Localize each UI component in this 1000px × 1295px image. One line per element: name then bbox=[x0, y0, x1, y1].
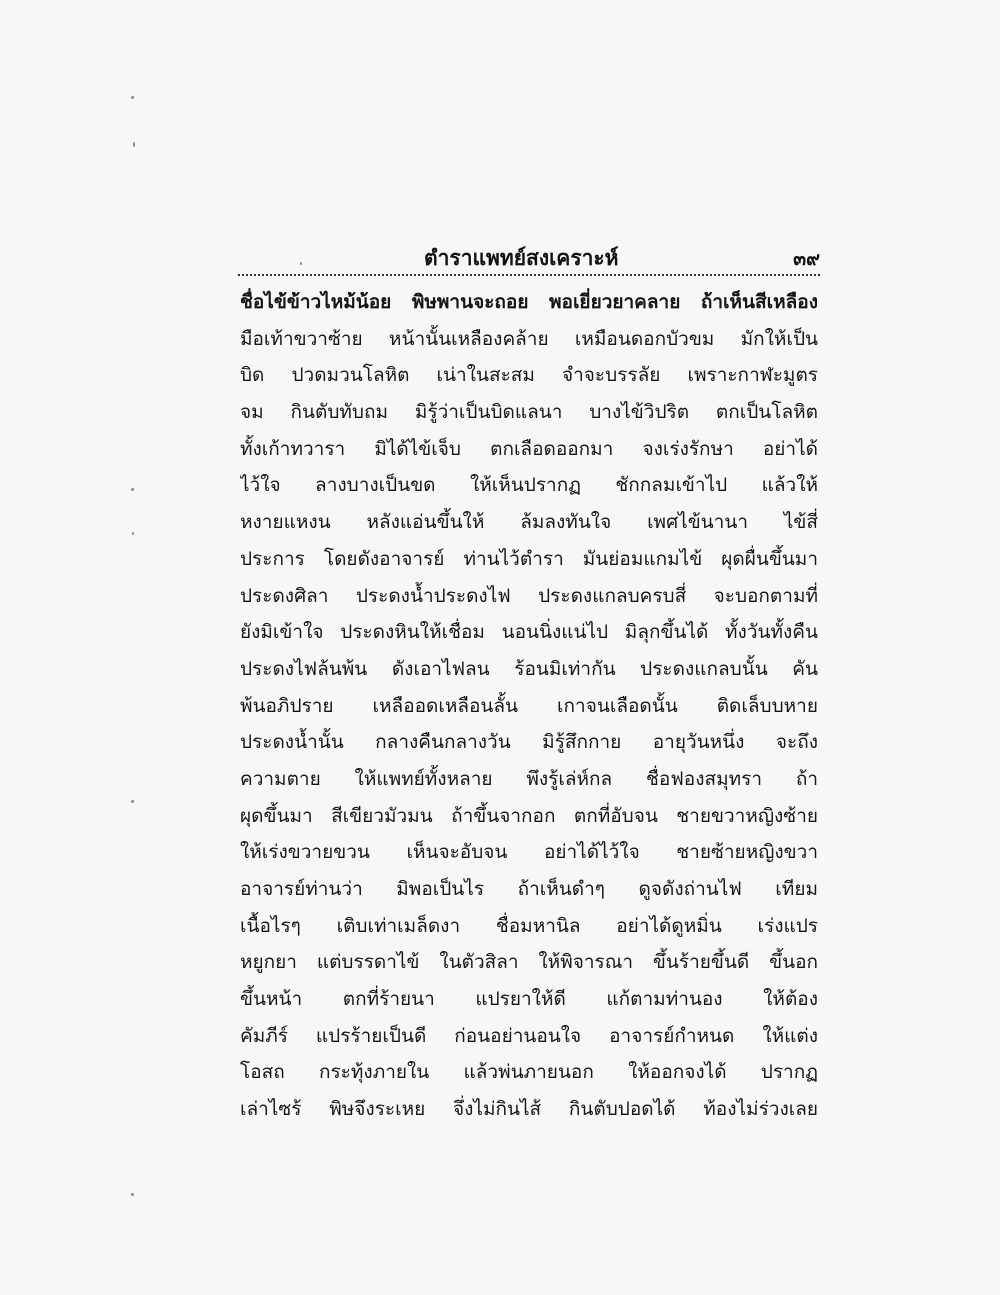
text-line: ประดงศิลา ประดงน้ำประดงไฟ ประดงแกลบครบสี่ จะบอกตามที่ bbox=[240, 584, 818, 607]
text-line: คัมภีร์ แปรร้ายเป็นดี ก่อนอย่านอนใจ อาจารย์กำหนด ให้แต่ง bbox=[240, 1024, 818, 1047]
scan-speck bbox=[131, 488, 134, 491]
text-line: อาจารย์ท่านว่า มิพอเป็นไร ถ้าเห็นดำๆ ดูจดังถ่านไฟ เทียม bbox=[240, 878, 818, 900]
scan-speck bbox=[131, 96, 134, 99]
text-line: ทั้งเก้าทวารา มิได้ไข้เจ็บ ตกเลือดออกมา จงเร่งรักษา อย่าได้ bbox=[240, 437, 818, 460]
scan-speck bbox=[131, 1193, 134, 1196]
text-line: ประดงน้ำนั้น กลางคืนกลางวัน มิรู้สึกกาย อายุวันหนึ่ง จะถึง bbox=[240, 731, 818, 754]
header-title: ตำราแพทย์สงเคราะห์ bbox=[424, 245, 619, 270]
text-line: หยูกยา แต่บรรดาไข้ ในตัวสิลา ให้พิจารณา ขึ้นร้ายขึ้นดี ขึ้นอก bbox=[240, 951, 818, 974]
text-line: ผุดขึ้นมา สีเขียวมัวมน ถ้าขึ้นจากอก ตกที่อับจน ชายขวาหญิงซ้าย bbox=[240, 804, 818, 827]
text-line: ประการ โดยดังอาจารย์ ท่านไว้ตำรา มันย่อมแกมไข้ ผุดผื่นขึ้นมา bbox=[240, 547, 818, 570]
header-divider bbox=[238, 274, 820, 276]
text-line: หงายแหงน หลังแอ่นขึ้นให้ ล้มลงทันใจ เพศไข้นานา ไข้สี่ bbox=[240, 511, 818, 534]
text-line: จม กินตับทับถม มิรู้ว่าเป็นบิดแลนา บางไข้วิปริต ตกเป็นโลหิต bbox=[240, 401, 818, 424]
scan-speck bbox=[131, 800, 134, 803]
text-line: เนื้อไรๆ เติบเท่าเมล็ดงา ชื่อมหานิล อย่าได้ดูหมิ่น เร่งแปร bbox=[240, 914, 818, 937]
text-line: โอสถ กระทุ้งภายใน แล้วพ่นภายนอก ให้ออกจงได้ ปรากฏ bbox=[240, 1061, 818, 1084]
scan-speck bbox=[300, 262, 302, 265]
poem-body bbox=[240, 284, 818, 1128]
text-line: ให้เร่งขวายขวน เห็นจะอับจน อย่าได้ไว้ใจ ชายซ้ายหญิงขวา bbox=[240, 841, 818, 864]
page-number: ๓๙ bbox=[793, 248, 820, 270]
text-line: ประดงไฟล้นพ้น ดังเอาไฟลน ร้อนมิเท่ากัน ประดงแกลบนั้น คัน bbox=[240, 657, 818, 680]
text-line: ยังมิเข้าใจ ประดงหินให้เชื่อม นอนนิ่งแน่ไป มิลุกขึ้นได้ ทั้งวันทั้งคืน bbox=[240, 621, 818, 644]
text-line: เล่าไซร้ พิษจึงระเหย จึ่งไม่กินไส้ กินตับปอดได้ ท้องไม่ร่วงเลย bbox=[240, 1098, 818, 1121]
text-line: บิด ปวดมวนโลหิต เน่าในสะสม จำจะบรรลัย เพราะกาฬะมูตร bbox=[240, 364, 818, 387]
text-line: ไว้ใจ ลางบางเป็นขด ให้เห็นปรากฏ ชักกลมเข้าไป แล้วให้ bbox=[240, 474, 818, 497]
text-line: ความตาย ให้แพทย์ทั้งหลาย พึงรู้เล่ห์กล ชื่อฟองสมุทรา ถ้า bbox=[240, 767, 818, 790]
text-line: พ้นอภิปราย เหลืออดเหลือนลั้น เกาจนเลือดนั้น ติดเล็บบหาย bbox=[240, 694, 818, 717]
text-line: ขึ้นหน้า ตกที่ร้ายนา แปรยาให้ดี แก้ตามท่านอง ให้ต้อง bbox=[240, 988, 818, 1011]
scan-speck bbox=[132, 532, 134, 535]
text-line: มือเท้าขวาซ้าย หน้านั้นเหลืองคล้าย เหมือนดอกบัวขม มักให้เป็น bbox=[240, 327, 818, 350]
text-line: ชื่อไข้ข้าวไหม้น้อย พิษพานจะถอย พอเยี่ยวยาคลาย ถ้าเห็นสีเหลือง bbox=[240, 291, 818, 313]
scan-speck bbox=[133, 142, 135, 147]
running-header bbox=[238, 242, 820, 276]
